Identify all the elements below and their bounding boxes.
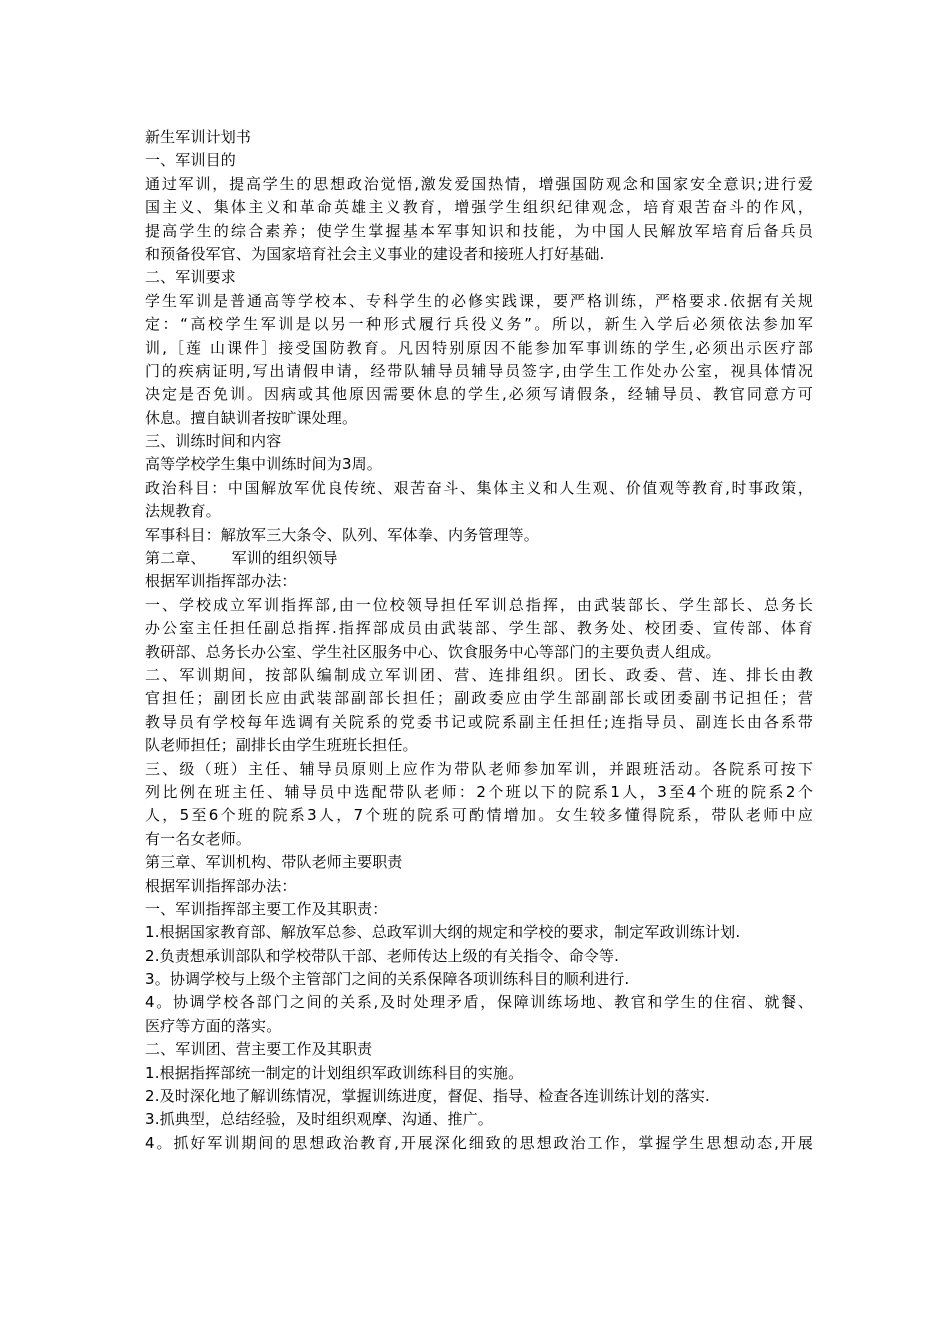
chapter-heading <box>145 547 813 570</box>
paragraph-line: 根据军训指挥部办法： <box>145 876 297 895</box>
document-page <box>145 126 813 1155</box>
section-heading: 二、军训要求 <box>145 268 236 287</box>
paragraph-line: 定：“高校学生军训是以另一种形式履行兵役义务”。所以，新生入学后必须依法参加军 <box>145 315 813 334</box>
list-item: 2.负责想承训部队和学校带队干部、老师传达上级的有关指令、命令等. <box>145 946 620 965</box>
paragraph-line: 法规教育。 <box>145 502 221 521</box>
chapter-number: 第二章、 <box>145 549 206 568</box>
paragraph-line: 国主义、集体主义和革命英雄主义教育，增强学生组织纪律观念，培育艰苦奋斗的作风， <box>145 198 813 217</box>
chapter-title: 军训的组织领导 <box>231 549 338 568</box>
paragraph-line: 门的疾病证明,写出请假申请，经带队辅导员辅导员签字,由学生工作处办公室，视具体情况 <box>145 361 813 380</box>
paragraph-line: 决定是否免训。因病或其他原因需要休息的学生,必须写请假条，经辅导员、教官同意方可 <box>145 385 813 404</box>
paragraph-line: 和预备役军官、为国家培育社会主义事业的建设者和接班人打好基础. <box>145 244 605 263</box>
section-heading: 一、军训指挥部主要工作及其职责： <box>145 899 388 918</box>
paragraph-line: 官担任；副团长应由武装部副部长担任；副政委应由学生部副部长或团委副书记担任；营 <box>145 689 813 708</box>
paragraph-line: 军事科目：解放军三大条令、队列、军体拳、内务管理等。 <box>145 525 539 544</box>
paragraph-line: 教导员有学校每年选调有关院系的党委书记或院系副主任担任;连指导员、副连长由各系带 <box>145 712 813 731</box>
paragraph-line: 通过军训，提高学生的思想政治觉悟,激发爱国热情，增强国防观念和国家安全意识;进行爱 <box>145 174 813 193</box>
paragraph-line: 教研部、总务长办公室、学生社区服务中心、饮食服务中心等部门的主要负责人组成。 <box>145 642 721 661</box>
list-item: 3。协调学校与上级个主管部门之间的关系保障各项训练科目的顺利进行. <box>145 970 630 989</box>
list-item: 3.抓典型，总结经验，及时组织观摩、沟通、推广。 <box>145 1110 493 1129</box>
paragraph-line: 队老师担任；副排长由学生班班长担任。 <box>145 736 418 755</box>
paragraph-line: 休息。擅自缺训者按旷课处理。 <box>145 408 358 427</box>
list-item: 2.及时深化地了解训练情况，掌握训练进度，督促、指导、检查各连训练计划的落实. <box>145 1087 710 1106</box>
paragraph-line: 二、军训期间，按部队编制成立军训团、营、连排组织。团长、政委、营、连、排长由教 <box>145 665 813 684</box>
paragraph-line: 高等学校学生集中训练时间为3周。 <box>145 455 382 474</box>
paragraph-line: 政治科目：中国解放军优良传统、艰苦奋斗、集体主义和人生观、价值观等教育,时事政策， <box>145 478 813 497</box>
paragraph-line: 训,［莲 山课件］接受国防教育。凡因特别原因不能参加军事训练的学生,必须出示医疗部 <box>145 338 813 357</box>
paragraph-line: 有一名女老师。 <box>145 829 252 848</box>
list-item: 1.根据指挥部统一制定的计划组织军政训练科目的实施。 <box>145 1063 524 1082</box>
list-item: 4。抓好军训期间的思想政治教育,开展深化细致的思想政治工作，掌握学生思想动态,开展 <box>145 1133 813 1152</box>
section-heading: 二、军训团、营主要工作及其职责 <box>145 1040 373 1059</box>
paragraph-line: 根据军训指挥部办法： <box>145 572 297 591</box>
paragraph-line: 列比例在班主任、辅导员中选配带队老师：2个班以下的院系1人，3至4个班的院系2个 <box>145 782 813 801</box>
paragraph-line: 三、级（班）主任、辅导员原则上应作为带队老师参加军训，并跟班活动。各院系可按下 <box>145 759 813 778</box>
paragraph-line: 一、学校成立军训指挥部,由一位校领导担任军训总指挥，由武装部长、学生部长、总务长 <box>145 595 813 614</box>
paragraph-line: 学生军训是普通高等学校本、专科学生的必修实践课，要严格训练，严格要求.依据有关规 <box>145 291 813 310</box>
paragraph-line: 提高学生的综合素养；使学生掌握基本军事知识和技能，为中国人民解放军培育后备兵员 <box>145 221 813 240</box>
chapter-heading: 第三章、军训机构、带队老师主要职责 <box>145 853 403 872</box>
section-heading: 三、训练时间和内容 <box>145 432 282 451</box>
paragraph-line: 医疗等方面的落实。 <box>145 1016 282 1035</box>
paragraph-line: 办公室主任担任副总指挥.指挥部成员由武装部、学生部、教务处、校团委、宣传部、体育 <box>145 619 813 638</box>
section-heading: 一、军训目的 <box>145 151 236 170</box>
paragraph-line: 人，5至6个班的院系3人，7个班的院系可酌情增加。女生较多懂得院系，带队老师中应 <box>145 806 813 825</box>
list-item: 1.根据国家教育部、解放军总参、总政军训大纲的规定和学校的要求，制定军政训练计划. <box>145 923 741 942</box>
list-item: 4。协调学校各部门之间的关系,及时处理矛盾，保障训练场地、教官和学生的住宿、就餐、 <box>145 993 813 1012</box>
document-title: 新生军训计划书 <box>145 128 252 146</box>
